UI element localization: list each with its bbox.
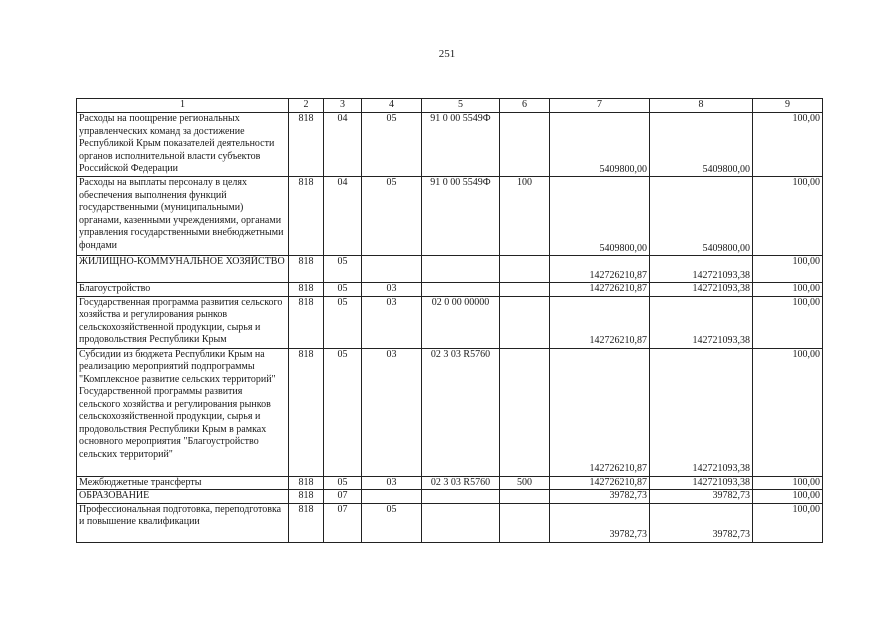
target-article-code: 91 0 00 5549Ф <box>422 177 500 256</box>
section-code: 04 <box>324 113 362 177</box>
expense-name: ОБРАЗОВАНИЕ <box>77 490 289 504</box>
executed-amount: 142721093,38 <box>650 348 753 476</box>
expense-type-code <box>500 490 550 504</box>
table-row <box>77 256 823 283</box>
column-header: 3 <box>324 99 362 113</box>
expense-name: Профессиональная подготовка, переподготовка и повышение квалификации <box>77 503 289 542</box>
column-header: 1 <box>77 99 289 113</box>
execution-percent: 100,00 <box>753 113 823 177</box>
planned-amount: 142726210,87 <box>550 348 650 476</box>
column-header: 9 <box>753 99 823 113</box>
executed-amount: 39782,73 <box>650 503 753 542</box>
expense-name: Субсидии из бюджета Республики Крым на реализацию мероприятий подпрограммы "Комплексное развитие сельских территорий" Государственной программы развития сельского хозяйства и регулирования рынков сельскохозяйственной продукции, сырья и продовольствия Республики Крым в рамках основного мероприятия "Благоустройство сельских территорий" <box>77 348 289 476</box>
expense-type-code <box>500 348 550 476</box>
table-row <box>77 177 823 256</box>
planned-amount: 5409800,00 <box>550 113 650 177</box>
expense-type-code <box>500 283 550 297</box>
target-article-code <box>422 256 500 283</box>
planned-amount: 142726210,87 <box>550 283 650 297</box>
table-row <box>77 296 823 348</box>
expense-type-code <box>500 503 550 542</box>
page-number: 251 <box>438 48 456 60</box>
section-code: 05 <box>324 476 362 490</box>
expense-type-code <box>500 296 550 348</box>
execution-percent: 100,00 <box>753 476 823 490</box>
table-row <box>77 283 823 297</box>
expense-type-code: 100 <box>500 177 550 256</box>
subsection-code <box>362 490 422 504</box>
expense-name: Государственная программа развития сельского хозяйства и регулирования рынков сельскохозяйственной продукции, сырья и продовольствия Республики Крым <box>77 296 289 348</box>
column-header: 2 <box>289 99 324 113</box>
subsection-code <box>362 256 422 283</box>
subsection-code: 03 <box>362 476 422 490</box>
ministry-code: 818 <box>289 476 324 490</box>
planned-amount: 142726210,87 <box>550 476 650 490</box>
table-row <box>77 490 823 504</box>
planned-amount: 39782,73 <box>550 490 650 504</box>
subsection-code: 03 <box>362 283 422 297</box>
column-header: 8 <box>650 99 753 113</box>
subsection-code: 05 <box>362 177 422 256</box>
ministry-code: 818 <box>289 348 324 476</box>
executed-amount: 5409800,00 <box>650 113 753 177</box>
column-header: 5 <box>422 99 500 113</box>
expense-name: Благоустройство <box>77 283 289 297</box>
planned-amount: 39782,73 <box>550 503 650 542</box>
expense-type-code: 500 <box>500 476 550 490</box>
ministry-code: 818 <box>289 283 324 297</box>
table-header-row <box>77 99 823 113</box>
section-code: 05 <box>324 283 362 297</box>
subsection-code: 03 <box>362 296 422 348</box>
executed-amount: 142721093,38 <box>650 296 753 348</box>
section-code: 07 <box>324 503 362 542</box>
expense-type-code <box>500 113 550 177</box>
executed-amount: 142721093,38 <box>650 476 753 490</box>
execution-percent: 100,00 <box>753 296 823 348</box>
column-header: 4 <box>362 99 422 113</box>
target-article-code: 02 3 03 R5760 <box>422 348 500 476</box>
planned-amount: 142726210,87 <box>550 256 650 283</box>
section-code: 04 <box>324 177 362 256</box>
section-code: 05 <box>324 296 362 348</box>
subsection-code: 05 <box>362 113 422 177</box>
execution-percent: 100,00 <box>753 177 823 256</box>
ministry-code: 818 <box>289 503 324 542</box>
execution-percent: 100,00 <box>753 283 823 297</box>
target-article-code: 02 0 00 00000 <box>422 296 500 348</box>
budget-table <box>76 98 823 543</box>
target-article-code: 91 0 00 5549Ф <box>422 113 500 177</box>
target-article-code: 02 3 03 R5760 <box>422 476 500 490</box>
executed-amount: 142721093,38 <box>650 283 753 297</box>
execution-percent: 100,00 <box>753 490 823 504</box>
expense-name: Межбюджетные трансферты <box>77 476 289 490</box>
executed-amount: 142721093,38 <box>650 256 753 283</box>
execution-percent: 100,00 <box>753 256 823 283</box>
ministry-code: 818 <box>289 490 324 504</box>
expense-name: ЖИЛИЩНО-КОММУНАЛЬНОЕ ХОЗЯЙСТВО <box>77 256 289 283</box>
column-header: 7 <box>550 99 650 113</box>
planned-amount: 142726210,87 <box>550 296 650 348</box>
ministry-code: 818 <box>289 256 324 283</box>
ministry-code: 818 <box>289 177 324 256</box>
expense-name: Расходы на поощрение региональных управленческих команд за достижение Республикой Крым показателей деятельности органов исполнительной власти субъектов Российской Федерации <box>77 113 289 177</box>
executed-amount: 39782,73 <box>650 490 753 504</box>
section-code: 05 <box>324 256 362 283</box>
section-code: 05 <box>324 348 362 476</box>
target-article-code <box>422 283 500 297</box>
ministry-code: 818 <box>289 113 324 177</box>
target-article-code <box>422 490 500 504</box>
subsection-code: 05 <box>362 503 422 542</box>
subsection-code: 03 <box>362 348 422 476</box>
column-header: 6 <box>500 99 550 113</box>
execution-percent: 100,00 <box>753 348 823 476</box>
section-code: 07 <box>324 490 362 504</box>
table-row <box>77 503 823 542</box>
executed-amount: 5409800,00 <box>650 177 753 256</box>
table-row <box>77 113 823 177</box>
target-article-code <box>422 503 500 542</box>
expense-type-code <box>500 256 550 283</box>
table-row <box>77 476 823 490</box>
planned-amount: 5409800,00 <box>550 177 650 256</box>
ministry-code: 818 <box>289 296 324 348</box>
table-row <box>77 348 823 476</box>
expense-name: Расходы на выплаты персоналу в целях обеспечения выполнения функций государственными (муниципальными) органами, казенными учреждениями, органами управления государственными внебюджетными фондами <box>77 177 289 256</box>
execution-percent: 100,00 <box>753 503 823 542</box>
